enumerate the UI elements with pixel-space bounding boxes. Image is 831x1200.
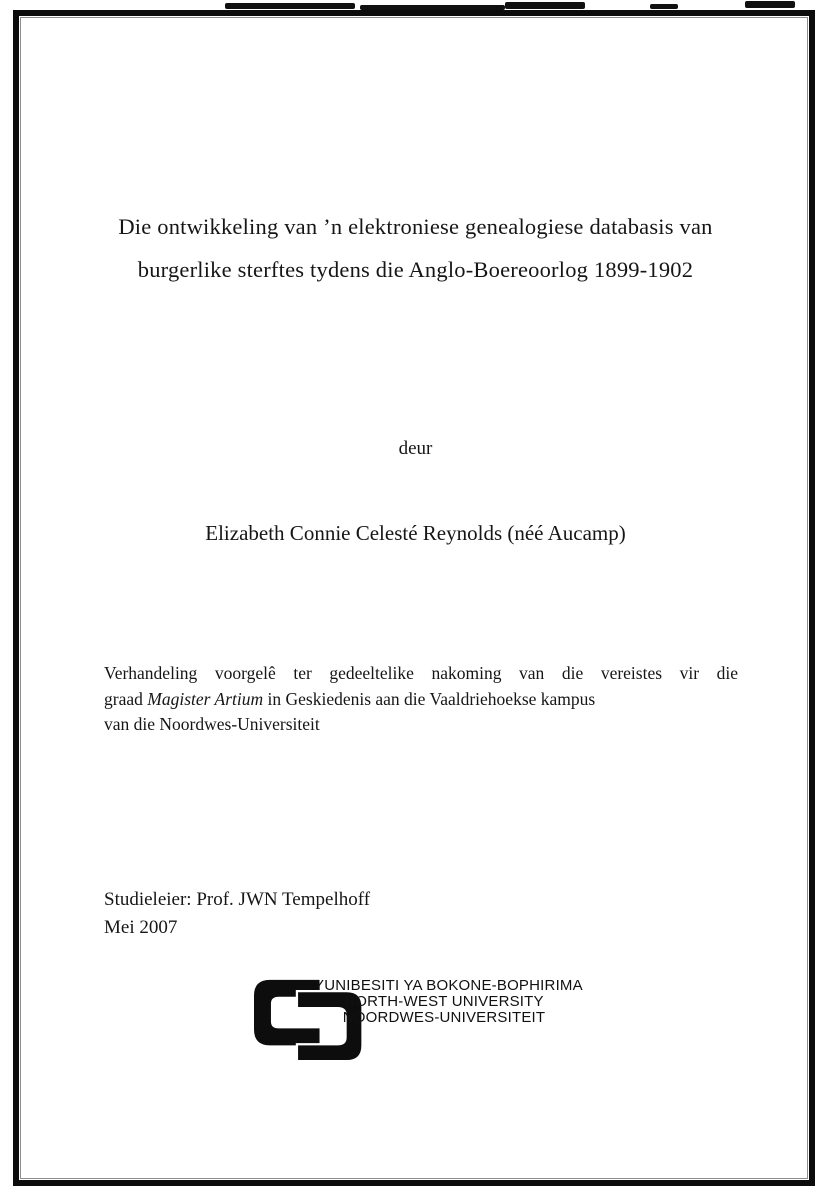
degree-name: Magister Artium <box>147 688 264 709</box>
statement-line-2: graad Magister Artium in Geskiedenis aan die Vaaldriehoekse kampus <box>104 688 596 709</box>
submission-statement <box>104 661 738 738</box>
university-logo-text <box>314 977 583 1026</box>
supervisor-line: Studieleier: Prof. JWN Tempelhoff <box>104 889 371 910</box>
university-logo <box>254 971 584 1061</box>
scan-artifact <box>650 4 678 9</box>
byline: deur <box>398 438 433 459</box>
logo-text-afrikaans: NOORDWES-UNIVERSITEIT <box>342 1008 546 1026</box>
scan-artifact <box>745 1 795 8</box>
logo-text-setswana: YUNIBESITI YA BOKONE-BOPHIRIMA <box>314 977 583 994</box>
statement-line-1: Verhandeling voorgelê ter gedeeltelike nakoming van die vereistes vir die <box>104 663 738 683</box>
date-line: Mei 2007 <box>104 916 178 938</box>
scan-artifact <box>505 2 585 9</box>
author-name: Elizabeth Connie Celesté Reynolds (néé Aucamp) <box>205 521 626 545</box>
title-line-1: Die ontwikkeling van ’n elektroniese genealogiese databasis van <box>118 214 713 239</box>
logo-text-english: NORTH-WEST UNIVERSITY <box>344 992 544 1010</box>
supervisor-block <box>104 886 370 941</box>
statement-line-3: van die Noordwes-Universiteit <box>104 714 320 734</box>
scan-artifact <box>225 3 355 9</box>
title-line-2: burgerlike sterftes tydens die Anglo-Boereoorlog 1899-1902 <box>137 257 694 282</box>
page-title <box>60 205 771 291</box>
